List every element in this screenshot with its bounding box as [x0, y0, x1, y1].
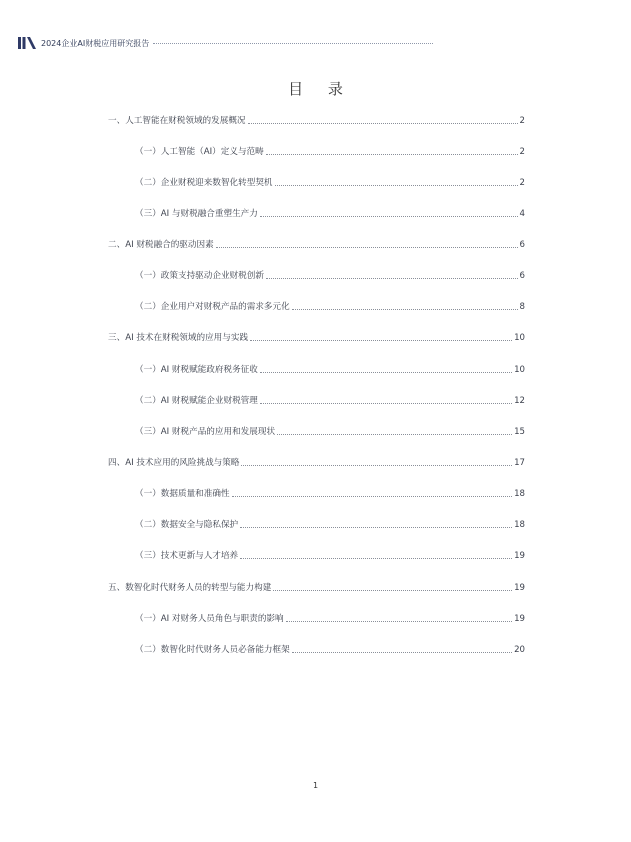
- leader-dots: [250, 340, 512, 341]
- toc-entry-text: （一）AI 对财务人员角色与职责的影响: [135, 614, 284, 624]
- toc-entry[interactable]: [135, 548, 525, 562]
- leader-dots: [260, 403, 512, 404]
- toc-entry-page: 2: [519, 147, 525, 157]
- toc-entry-page: 10: [514, 365, 525, 375]
- toc-entry-text: （三）AI 财税产品的应用和发展现状: [135, 427, 276, 437]
- leader-dots: [260, 372, 512, 373]
- leader-dots: [292, 309, 518, 310]
- toc-entry-text: 五、数智化时代财务人员的转型与能力构建: [108, 583, 272, 593]
- toc-entry-text: （三）技术更新与人才培养: [135, 551, 239, 561]
- leader-dots: [266, 278, 518, 279]
- leader-dots: [240, 558, 512, 559]
- toc-entry-text: （二）AI 财税赋能企业财税管理: [135, 396, 258, 406]
- toc-entry-text: 四、AI 技术应用的风险挑战与策略: [108, 458, 240, 468]
- toc-entry[interactable]: [108, 455, 525, 469]
- toc-entry-text: （二）数据安全与隐私保护: [135, 520, 239, 530]
- toc-entry-page: 18: [514, 489, 525, 499]
- toc-entry-page: 17: [514, 458, 525, 468]
- toc-entry-text: （一）人工智能（AI）定义与范畴: [135, 147, 264, 157]
- toc-entry-page: 19: [514, 583, 525, 593]
- header-title: 2024企业AI财税应用研究报告: [41, 38, 150, 48]
- toc-entry[interactable]: [135, 517, 525, 531]
- toc-entry[interactable]: [135, 362, 525, 376]
- toc-entry-text: （二）数智化时代财务人员必备能力框架: [135, 645, 290, 655]
- toc-entry-text: （二）企业用户对财税产品的需求多元化: [135, 302, 290, 312]
- toc-entry-page: 2: [519, 178, 525, 188]
- page-number: 1: [312, 781, 319, 790]
- leader-dots: [286, 621, 512, 622]
- toc-entry-text: （一）数据质量和准确性: [135, 489, 230, 499]
- toc-entry-text: （二）企业财税迎来数智化转型契机: [135, 178, 273, 188]
- toc-entry-text: 三、AI 技术在财税领域的应用与实践: [108, 333, 249, 343]
- leader-dots: [275, 185, 518, 186]
- toc-entry[interactable]: [135, 611, 525, 625]
- leader-dots: [277, 434, 512, 435]
- toc-entry[interactable]: [108, 113, 525, 127]
- toc-entry-text: 二、AI 财税融合的驱动因素: [108, 240, 214, 250]
- toc-entry[interactable]: [135, 175, 525, 189]
- toc-entry[interactable]: [135, 144, 525, 158]
- toc-entry-page: 20: [514, 645, 525, 655]
- toc-entry-page: 4: [519, 209, 525, 219]
- toc-heading: 目 录: [288, 80, 353, 98]
- leader-dots: [248, 123, 518, 124]
- toc-entry-page: 15: [514, 427, 525, 437]
- toc-entry[interactable]: [135, 642, 525, 656]
- toc-entry[interactable]: [135, 268, 525, 282]
- toc-entry[interactable]: [108, 580, 525, 594]
- toc-entry-page: 2: [519, 116, 525, 126]
- leader-dots: [232, 496, 513, 497]
- leader-dots: [216, 247, 518, 248]
- leader-dots: [241, 465, 512, 466]
- toc-entry-text: （一）政策支持驱动企业财税创新: [135, 271, 264, 281]
- leader-dots: [292, 652, 512, 653]
- leader-dots: [240, 527, 512, 528]
- toc-entry[interactable]: [135, 424, 525, 438]
- toc-entry[interactable]: [135, 486, 525, 500]
- toc-entry[interactable]: [135, 299, 525, 313]
- toc-entry-text: 一、人工智能在财税领域的发展概况: [108, 116, 246, 126]
- toc-entry-text: （三）AI 与财税融合重塑生产力: [135, 209, 258, 219]
- leader-dots: [260, 216, 518, 217]
- toc-entry[interactable]: [135, 393, 525, 407]
- toc-entry-page: 8: [519, 302, 525, 312]
- toc-entry-page: 6: [519, 240, 525, 250]
- toc-entry-page: 18: [514, 520, 525, 530]
- toc-entry[interactable]: [108, 330, 525, 344]
- toc-entry-page: 6: [519, 271, 525, 281]
- leader-dots: [273, 590, 512, 591]
- toc-entry-page: 19: [514, 614, 525, 624]
- toc-entry[interactable]: [135, 206, 525, 220]
- leader-dots: [266, 154, 518, 155]
- toc-entry[interactable]: [108, 237, 525, 251]
- toc-entry-page: 19: [514, 551, 525, 561]
- toc-entry-page: 10: [514, 333, 525, 343]
- toc-entry-page: 12: [514, 396, 525, 406]
- toc-entry-text: （一）AI 财税赋能政府税务征收: [135, 365, 258, 375]
